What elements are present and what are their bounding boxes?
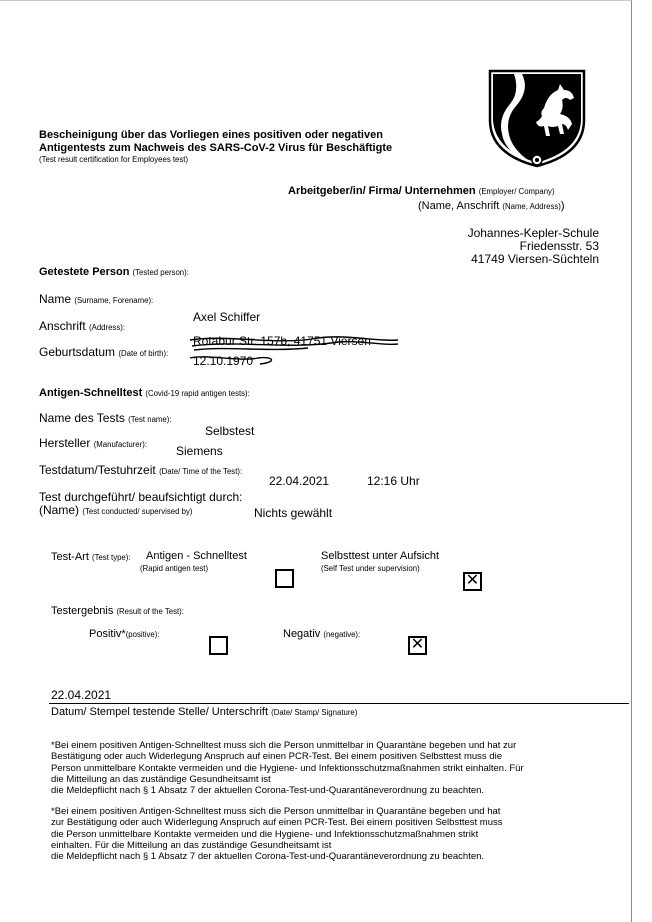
employer-sublabel: (Name, Anschrift (Name, Address)) [418,200,565,212]
employer-label: Arbeitgeber/in/ Firma/ Unternehmen (Employer/ Company) [288,185,555,197]
name-value: Axel Schiffer [193,310,261,324]
conducted-value: Nichts gewählt [254,506,333,520]
employer-name: Johannes-Kepler-Schule [467,226,599,240]
title-line-2: Antigentests zum Nachweis des SARS-CoV-2 Virus für Beschäftigte [39,142,393,154]
negative-checkbox[interactable] [408,636,427,655]
datetime-label: Testdatum/Testuhrzeit (Date/ Time of the Test): [39,463,243,477]
title-line-1: Bescheinigung über das Vorliegen eines positiven oder negativen [39,129,383,141]
signature-label: Datum/ Stempel testende Stelle/ Unterschrift (Date/ Stamp/ Signature) [51,706,358,718]
antigen-rapid-test-checkbox[interactable] [275,569,294,588]
employer-city: 41749 Viersen-Süchteln [471,252,599,266]
checkbox-mark: ✕ [465,572,480,589]
footnote-1: *Bei einem positiven Antigen-Schnelltest muss sich die Person unmittelbar in Quarantäne begeben und hat zur Bestätigung oder auch Widerlegung Anspruch auf einen PCR-Test. Bei einem positiven Selbsttest muss die Person unmittelbare Kontakte vermeiden und die Hygiene- und Infektionsschutzmaßnahmen strikt einhalten. Für die Mitteilung an das zuständige Gesundheitsamt ist die Meldepflicht nach § 1 Absatz 7 der aktuellen Corona-Test-und-Quarantäneverordnung zu beachten. [51,740,524,797]
testname-value: Selbstest [205,424,255,438]
manufacturer-value: Siemens [176,444,223,458]
birth-label: Geburtsdatum (Date of birth): [39,345,169,359]
test-type-option-1-label: Antigen - Schnelltest [146,550,247,562]
test-heading: Antigen-Schnelltest (Covid-19 rapid antigen tests): [39,387,250,399]
supervised-self-test-checkbox[interactable] [463,572,482,591]
test-type-option-2-label: Selbsttest unter Aufsicht [321,550,440,562]
time-value: 12:16 Uhr [367,474,420,488]
address-value: Rotabur Str. 157b, 41751 Viersen [193,334,371,348]
date-value: 22.04.2021 [269,474,330,488]
test-type-option-2-en: (Self Test under supervision) [321,564,420,573]
positive-label: Positiv*(positive): [89,628,160,640]
test-type-label: Test-Art (Test type): [51,551,131,563]
birth-value: 12.10.1970 [193,354,254,368]
signature-date: 22.04.2021 [51,688,112,702]
test-type-option-1-en: (Rapid antigen test) [140,564,209,573]
employer-street: Friedensstr. 53 [519,239,599,253]
conducted-label-2: (Name) (Test conducted/ supervised by) [39,503,193,517]
checkbox-mark: ✕ [410,636,425,653]
signature-line [49,703,629,704]
address-label: Anschrift (Address): [39,319,125,333]
name-label: Name (Surname, Forename): [39,292,154,306]
person-heading: Getestete Person (Tested person): [39,266,189,278]
result-label: Testergebnis (Result of the Test): [51,605,184,617]
nrw-coat-of-arms-icon [486,68,588,168]
redaction-scribble [188,332,403,372]
footnote-2: *Bei einem positiven Antigen-Schnelltest muss sich die Person unmittelbar in Quarantäne begeben und hat zur Bestätigung oder auch Widerlegung Anspruch auf einen PCR-Test. Bei einem positiven Selbsttest muss die Person unmittelbare Kontakte vermeiden und die Hygiene- und Infektionsschutzmaßnahmen strikt einhalten. Für die Mitteilung an das zuständige Gesundheitsamt ist die Meldepflicht nach § 1 Absatz 7 der aktuellen Corona-Test-und-Quarantäneverordnung zu beachten. [51,806,503,863]
positive-checkbox[interactable] [209,636,228,655]
manufacturer-label: Hersteller (Manufacturer): [39,436,147,450]
title-english: (Test result certification for Employees test) [39,155,189,164]
conducted-label: Test durchgeführt/ beaufsichtigt durch: [39,490,243,504]
testname-label: Name des Tests (Test name): [39,411,172,425]
negative-label: Negativ (negative): [283,628,361,640]
